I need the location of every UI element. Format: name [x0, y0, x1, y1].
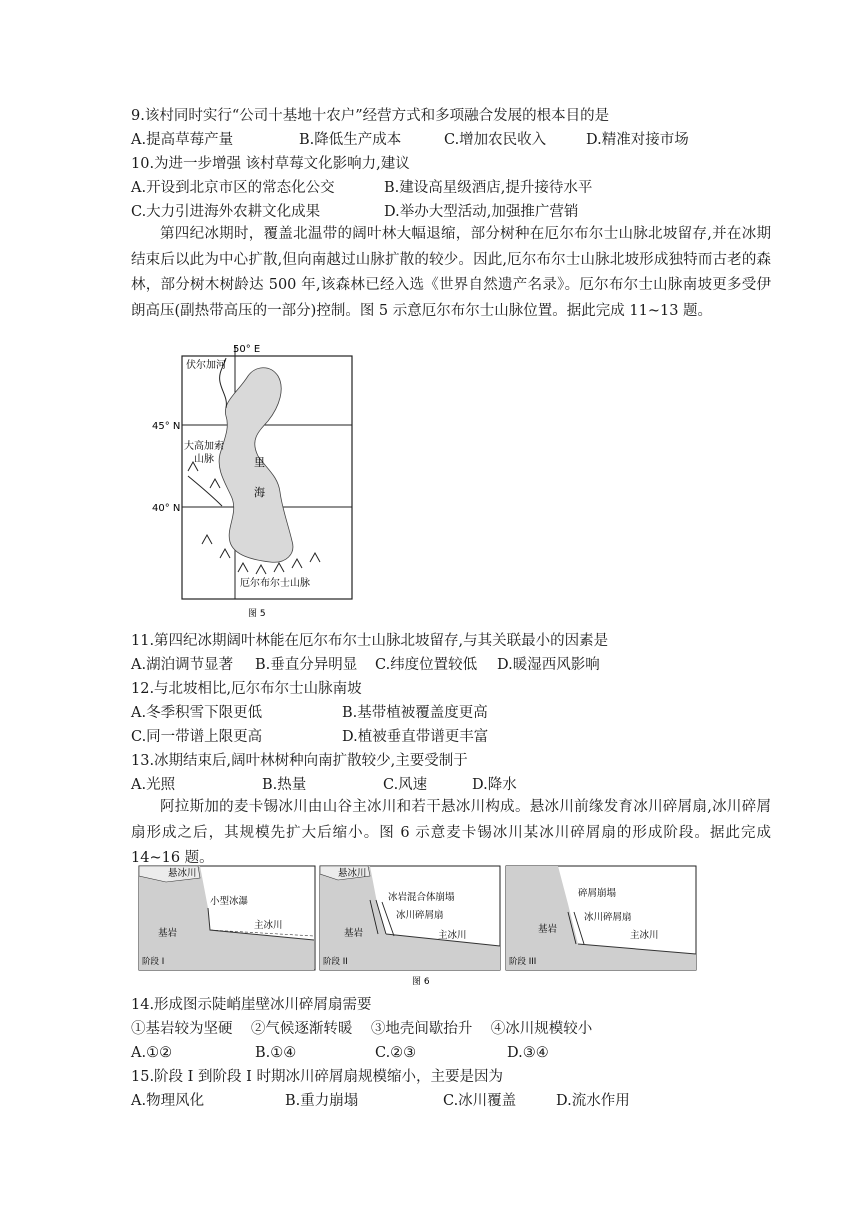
caucasus-label-2: 山脉: [194, 454, 214, 465]
q13-stem: 13.冰期结束后,阔叶林树种向南扩散较少,主要受制于: [131, 753, 468, 769]
volga-label: 伏尔加河: [186, 360, 226, 371]
figure-5-map: [130, 336, 370, 626]
stage-3-collapse-label: 碎屑崩塌: [578, 888, 617, 899]
q14-stem: 14.形成图示陡峭崖壁冰川碎屑扇需要: [131, 997, 372, 1013]
stage-2-rock-label: 基岩: [344, 928, 364, 939]
stage-2-hanging-label: 悬冰川: [338, 868, 367, 879]
figure-6-stages: [138, 864, 698, 988]
q14-items: ①基岩较为坚硬 ②气候逐渐转暖 ③地壳间歇抬升 ④冰川规模较小: [131, 1021, 593, 1037]
q13-option-b: B.热量: [262, 777, 307, 793]
stage-1-rock-label: 基岩: [158, 928, 178, 939]
q9-option-a: A.提高草莓产量: [131, 132, 234, 148]
q13-option-a: A.光照: [131, 777, 176, 793]
longitude-label: 50° E: [233, 344, 261, 355]
q10-option-c: C.大力引进海外农耕文化成果: [131, 204, 321, 220]
q9-stem: 9.该村同时实行“公司十基地十农户”经营方式和多项融合发展的根本目的是: [131, 108, 610, 124]
sea-label-2: 海: [254, 486, 265, 499]
stage-1-hanging-label: 悬冰川: [168, 868, 197, 879]
stage-1-main-label: 主冰川: [254, 920, 283, 931]
q14-option-b: B.①④: [255, 1045, 297, 1061]
q12-option-a: A.冬季积雪下限更低: [131, 705, 263, 721]
sea-label-1: 里: [254, 456, 265, 469]
q14-option-a: A.①②: [131, 1045, 173, 1061]
caucasus-label-1: 大高加索: [184, 441, 224, 452]
q12-stem: 12.与北坡相比,厄尔布尔士山脉南坡: [131, 681, 362, 697]
q14-option-d: D.③④: [507, 1045, 549, 1061]
figure-6-caption: 图 6: [412, 977, 430, 987]
q11-option-d: D.暖湿西风影响: [497, 657, 600, 673]
stage-2-collapse-label: 冰岩混合体崩塌: [388, 892, 455, 903]
q11-stem: 11.第四纪冰期阔叶林能在厄尔布尔士山脉北坡留存,与其关联最小的因素是: [131, 633, 609, 649]
caucasus-ridge-line: [188, 476, 222, 506]
q11-option-c: C.纬度位置较低: [375, 657, 478, 673]
stage-2-main-label: 主冰川: [438, 930, 467, 941]
q9-option-d: D.精准对接市场: [586, 132, 689, 148]
stage-3-panel: [506, 866, 696, 970]
stage-1-pool-label: 小型冰瀑: [210, 896, 249, 907]
q15-option-d: D.流水作用: [556, 1093, 630, 1109]
latitude-label-40: 40° N: [152, 503, 181, 514]
latitude-label-45: 45° N: [152, 421, 181, 432]
stage-2-fan-label: 冰川碎屑扇: [396, 910, 444, 921]
q15-stem: 15.阶段 I 到阶段 I 时期冰川碎屑扇规模缩小，主要是因为: [131, 1069, 503, 1085]
q15-option-b: B.重力崩塌: [285, 1093, 359, 1109]
q9-option-c: C.增加农民收入: [444, 132, 547, 148]
stage-3-fan-label: 冰川碎屑扇: [584, 912, 632, 923]
q15-option-a: A.物理风化: [131, 1093, 205, 1109]
elburz-label: 厄尔布尔士山脉: [240, 578, 310, 589]
stage-3-label: 阶段 III: [509, 957, 537, 967]
q10-option-a: A.开设到北京市区的常态化公交: [131, 180, 335, 196]
q12-option-d: D.植被垂直带谱更丰富: [342, 729, 489, 745]
stage-1-label: 阶段 I: [142, 957, 165, 967]
q15-option-c: C.冰川覆盖: [443, 1093, 517, 1109]
q13-option-d: D.降水: [472, 777, 517, 793]
q14-option-c: C.②③: [375, 1045, 417, 1061]
passage-mccarthy-glacier: 阿拉斯加的麦卡锡冰川由山谷主冰川和若干悬冰川构成。悬冰川前缘发育冰川碎屑扇,冰川碎屑扇形成之后，其规模先扩大后缩小。图 6 示意麦卡锡冰川某冰川碎屑扇的形成阶段。据此完成 14~16 题。: [131, 799, 771, 866]
figure-5-caption: 图 5: [248, 609, 266, 619]
stage-2-panel: [320, 866, 500, 970]
q9-option-b: B.降低生产成本: [299, 132, 402, 148]
passage-glacial-forest: 第四纪冰期时，覆盖北温带的阔叶林大幅退缩，部分树种在厄尔布尔士山脉北坡留存,并在冰期结束后以此为中心扩散,但向南越过山脉扩散的较少。因此,厄尔布尔士山脉北坡形成独特而古老的森林，部分树木树龄达 500 年,该森林已经入选《世界自然遗产名录》。厄尔布尔士山脉南坡更多受伊朗高压(副热带高压的一部分)控制。图 5 示意厄尔布尔士山脉位置。据此完成 11~13 题。: [131, 226, 771, 319]
stage-3-main-label: 主冰川: [630, 930, 659, 941]
q10-stem: 10.为进一步增强 该村草莓文化影响力,建议: [131, 156, 410, 172]
stage-1-panel: [139, 866, 315, 970]
q11-option-b: B.垂直分异明显: [255, 657, 358, 673]
q10-option-d: D.举办大型活动,加强推广营销: [384, 204, 579, 220]
stage-2-label: 阶段 II: [323, 957, 348, 967]
q11-option-a: A.湖泊调节显著: [131, 657, 234, 673]
q12-option-c: C.同一带谱上限更高: [131, 729, 263, 745]
q12-option-b: B.基带植被覆盖度更高: [342, 705, 488, 721]
q10-option-b: B.建设高星级酒店,提升接待水平: [384, 180, 593, 196]
q13-option-c: C.风速: [383, 777, 428, 793]
stage-3-rock-label: 基岩: [538, 924, 558, 935]
